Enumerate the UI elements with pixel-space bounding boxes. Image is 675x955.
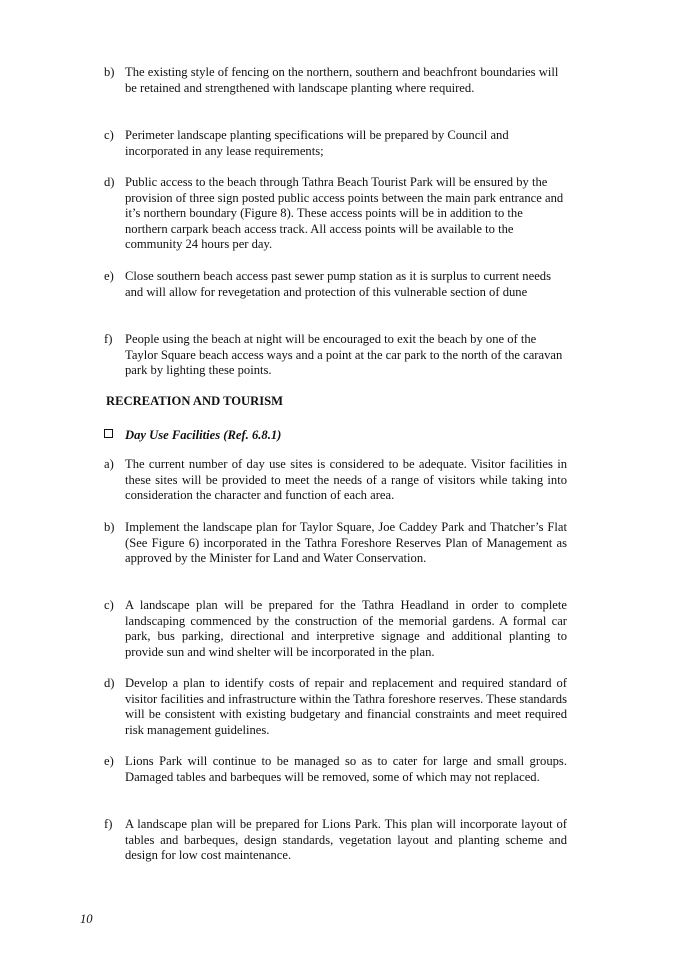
list-item bbox=[104, 676, 567, 738]
list-item bbox=[104, 65, 567, 96]
subsection-heading bbox=[104, 427, 281, 443]
item-label: b) bbox=[104, 520, 115, 534]
item-text: Public access to the beach through Tathra Beach Tourist Park will be ensured by the provision of three sign posted public access points between the main park entrance and it’s northern boundary (Figure 8). These access points will be in addition to the northern carpark beach access track. All access points will be available to the community 24 hours per day. bbox=[125, 175, 564, 252]
item-label: d) bbox=[104, 676, 115, 690]
subsection-heading-text: Day Use Facilities (Ref. 6.8.1) bbox=[125, 428, 282, 442]
item-text: Lions Park will continue to be managed so as to cater for large and small groups. Damaged tables and barbeques will be removed, some of which may not replaced. bbox=[125, 754, 567, 784]
item-text: Implement the landscape plan for Taylor Square, Joe Caddey Park and Thatcher’s Flat (See Figure 6) incorporated in the Tathra Foreshore Reserves Plan of Management as approved by the Minister for Land and Water Conservation. bbox=[125, 520, 567, 566]
item-label: f) bbox=[104, 332, 113, 346]
item-label: a) bbox=[104, 457, 114, 471]
item-label: b) bbox=[104, 65, 115, 79]
list-item bbox=[104, 332, 567, 379]
item-label: f) bbox=[104, 817, 113, 831]
item-text: Perimeter landscape planting specifications will be prepared by Council and incorporated in any lease requirements; bbox=[125, 128, 509, 158]
section-heading: RECREATION AND TOURISM bbox=[106, 394, 284, 408]
list-item bbox=[104, 269, 567, 300]
item-text: A landscape plan will be prepared for the Tathra Headland in order to complete landscaping commenced by the construction of the memorial gardens. A formal car park, bus parking, directional and interpretive signage and additional planting to provide sun and wind shelter will be incorporated in the plan. bbox=[125, 598, 567, 659]
list-item bbox=[104, 598, 567, 660]
item-text: People using the beach at night will be encouraged to exit the beach by one of the Taylor Square beach access ways and a point at the car park to the north of the caravan park by lighting these points. bbox=[125, 332, 563, 378]
item-label: d) bbox=[104, 175, 115, 189]
item-text: Close southern beach access past sewer pump station as it is surplus to current needs and will allow for revegetation and protection of this vulnerable section of dune bbox=[125, 269, 551, 299]
item-label: c) bbox=[104, 128, 114, 142]
list-item bbox=[104, 754, 567, 785]
item-text: A landscape plan will be prepared for Lions Park. This plan will incorporate layout of tables and barbeques, design standards, vegetation layout and planting scheme and design for low cost maintenance. bbox=[125, 817, 567, 863]
list-item bbox=[104, 457, 567, 504]
page-number: 10 bbox=[80, 912, 93, 926]
list-item bbox=[104, 175, 567, 253]
item-text: The current number of day use sites is considered to be adequate. Visitor facilities in these sites will be provided to meet the needs of a range of visitors while taking into consideration the character and function of each area. bbox=[125, 457, 567, 503]
list-item bbox=[104, 520, 567, 567]
checkbox-bullet-icon bbox=[104, 429, 113, 438]
list-item bbox=[104, 128, 567, 159]
item-text: The existing style of fencing on the northern, southern and beachfront boundaries will be retained and strengthened with landscape planting where required. bbox=[125, 65, 559, 95]
list-item bbox=[104, 817, 567, 864]
item-label: e) bbox=[104, 269, 114, 283]
item-label: e) bbox=[104, 754, 114, 768]
item-label: c) bbox=[104, 598, 114, 612]
item-text: Develop a plan to identify costs of repair and replacement and required standard of visitor facilities and infrastructure within the Tathra foreshore reserves. These standards will be consistent with existing budgetary and financial constraints and meet required risk management guidelines. bbox=[125, 676, 567, 737]
